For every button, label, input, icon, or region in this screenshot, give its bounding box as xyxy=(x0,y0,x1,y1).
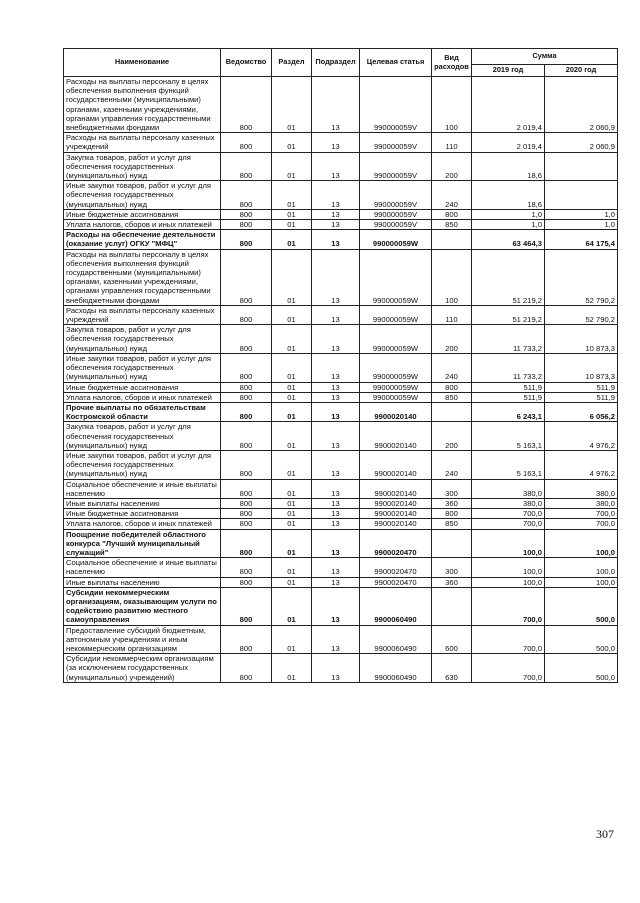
cell-sec: 01 xyxy=(272,133,312,152)
page-number: 307 xyxy=(596,827,614,841)
cell-y2020: 100,0 xyxy=(545,577,618,587)
cell-sub: 13 xyxy=(312,230,360,249)
cell-sub: 13 xyxy=(312,577,360,587)
cell-y2019: 5 163,1 xyxy=(472,450,545,479)
cell-dept: 800 xyxy=(221,654,272,683)
cell-y2019: 2 019,4 xyxy=(472,133,545,152)
table-row xyxy=(64,654,618,683)
cell-y2019: 11 733,2 xyxy=(472,325,545,354)
cell-sec: 01 xyxy=(272,220,312,230)
cell-y2020 xyxy=(545,181,618,210)
cell-name: Закупка товаров, работ и услуг для обеспечения государственных (муниципальных) нужд xyxy=(64,325,221,354)
cell-name: Субсидии некоммерческим организациям (за исключением государственных (муниципальных) учреждений) xyxy=(64,654,221,683)
cell-dept: 800 xyxy=(221,519,272,529)
cell-y2020: 52 790,2 xyxy=(545,305,618,324)
cell-sub: 13 xyxy=(312,422,360,451)
cell-dept: 800 xyxy=(221,529,272,558)
cell-name: Уплата налогов, сборов и иных платежей xyxy=(64,519,221,529)
cell-sub: 13 xyxy=(312,305,360,324)
cell-sub: 13 xyxy=(312,654,360,683)
cell-target: 990000059V xyxy=(360,209,432,219)
cell-dept: 800 xyxy=(221,209,272,219)
cell-type: 800 xyxy=(432,509,472,519)
table-row xyxy=(64,509,618,519)
cell-type: 800 xyxy=(432,382,472,392)
cell-name: Расходы на обеспечение деятельности (оказание услуг) ОГКУ "МФЦ" xyxy=(64,230,221,249)
cell-sub: 13 xyxy=(312,152,360,181)
table-row xyxy=(64,402,618,421)
cell-target: 990000059V xyxy=(360,77,432,133)
cell-dept: 800 xyxy=(221,325,272,354)
cell-y2019: 63 464,3 xyxy=(472,230,545,249)
table-row xyxy=(64,577,618,587)
cell-sec: 01 xyxy=(272,181,312,210)
cell-name: Прочие выплаты по обязательствам Костромской области xyxy=(64,402,221,421)
header-sum: Сумма xyxy=(472,49,618,65)
cell-y2019: 380,0 xyxy=(472,498,545,508)
header-2020: 2020 год xyxy=(545,65,618,77)
cell-y2020: 100,0 xyxy=(545,529,618,558)
table-body xyxy=(64,77,618,683)
cell-sub: 13 xyxy=(312,133,360,152)
cell-dept: 800 xyxy=(221,392,272,402)
cell-y2019: 511,9 xyxy=(472,392,545,402)
cell-target: 990000059V xyxy=(360,133,432,152)
cell-target: 990000059W xyxy=(360,325,432,354)
cell-sec: 01 xyxy=(272,558,312,577)
cell-name: Поощрение победителей областного конкурса "Лучший муниципальный служащий" xyxy=(64,529,221,558)
cell-target: 990000059V xyxy=(360,181,432,210)
cell-type: 850 xyxy=(432,392,472,402)
cell-y2019: 11 733,2 xyxy=(472,353,545,382)
cell-y2020: 500,0 xyxy=(545,625,618,654)
cell-target: 990000059W xyxy=(360,392,432,402)
cell-y2019: 5 163,1 xyxy=(472,422,545,451)
cell-sub: 13 xyxy=(312,402,360,421)
cell-sub: 13 xyxy=(312,498,360,508)
cell-dept: 800 xyxy=(221,558,272,577)
cell-sub: 13 xyxy=(312,249,360,305)
cell-sub: 13 xyxy=(312,209,360,219)
cell-dept: 800 xyxy=(221,382,272,392)
cell-sec: 01 xyxy=(272,77,312,133)
cell-target: 990000059V xyxy=(360,152,432,181)
cell-type: 300 xyxy=(432,479,472,498)
cell-sub: 13 xyxy=(312,587,360,625)
budget-table xyxy=(63,48,618,683)
cell-type: 360 xyxy=(432,577,472,587)
cell-y2020: 511,9 xyxy=(545,382,618,392)
cell-sec: 01 xyxy=(272,353,312,382)
cell-sub: 13 xyxy=(312,181,360,210)
table-row xyxy=(64,529,618,558)
cell-y2019: 2 019,4 xyxy=(472,77,545,133)
cell-type xyxy=(432,402,472,421)
cell-target: 9900020140 xyxy=(360,450,432,479)
table-row xyxy=(64,353,618,382)
cell-sec: 01 xyxy=(272,152,312,181)
cell-y2020: 64 175,4 xyxy=(545,230,618,249)
cell-y2019: 100,0 xyxy=(472,529,545,558)
table-row xyxy=(64,230,618,249)
cell-target: 9900060490 xyxy=(360,625,432,654)
cell-type: 240 xyxy=(432,353,472,382)
cell-sub: 13 xyxy=(312,558,360,577)
header-type: Вид расходов xyxy=(432,49,472,77)
cell-sec: 01 xyxy=(272,392,312,402)
cell-y2019: 100,0 xyxy=(472,577,545,587)
cell-sec: 01 xyxy=(272,422,312,451)
cell-name: Расходы на выплаты персоналу в целях обеспечения выполнения функций государственными (муниципальными) органами, казенными учреждениями, органами управления государственными внебюджетными фондами xyxy=(64,249,221,305)
cell-dept: 800 xyxy=(221,305,272,324)
cell-y2020: 380,0 xyxy=(545,479,618,498)
cell-name: Социальное обеспечение и иные выплаты населению xyxy=(64,479,221,498)
cell-y2019: 700,0 xyxy=(472,519,545,529)
cell-y2020: 4 976,2 xyxy=(545,450,618,479)
cell-type: 200 xyxy=(432,422,472,451)
table-row xyxy=(64,498,618,508)
cell-name: Закупка товаров, работ и услуг для обеспечения государственных (муниципальных) нужд xyxy=(64,422,221,451)
cell-type: 110 xyxy=(432,305,472,324)
cell-target: 9900020140 xyxy=(360,402,432,421)
cell-name: Уплата налогов, сборов и иных платежей xyxy=(64,220,221,230)
cell-target: 9900020470 xyxy=(360,577,432,587)
cell-type: 240 xyxy=(432,450,472,479)
cell-name: Иные бюджетные ассигнования xyxy=(64,209,221,219)
cell-y2020: 2 060,9 xyxy=(545,77,618,133)
cell-name: Иные бюджетные ассигнования xyxy=(64,509,221,519)
cell-sub: 13 xyxy=(312,77,360,133)
cell-sub: 13 xyxy=(312,450,360,479)
cell-target: 9900020140 xyxy=(360,479,432,498)
cell-dept: 800 xyxy=(221,450,272,479)
cell-y2019: 18,6 xyxy=(472,181,545,210)
cell-sub: 13 xyxy=(312,479,360,498)
cell-target: 9900020140 xyxy=(360,519,432,529)
cell-type: 360 xyxy=(432,498,472,508)
cell-y2020: 500,0 xyxy=(545,587,618,625)
header-2019: 2019 год xyxy=(472,65,545,77)
cell-name: Расходы на выплаты персоналу казенных учреждений xyxy=(64,305,221,324)
cell-sub: 13 xyxy=(312,529,360,558)
cell-sec: 01 xyxy=(272,587,312,625)
cell-y2019: 6 243,1 xyxy=(472,402,545,421)
cell-name: Иные закупки товаров, работ и услуг для обеспечения государственных (муниципальных) нужд xyxy=(64,181,221,210)
table-row xyxy=(64,220,618,230)
cell-y2020: 380,0 xyxy=(545,498,618,508)
cell-sec: 01 xyxy=(272,450,312,479)
cell-dept: 800 xyxy=(221,220,272,230)
table-row xyxy=(64,382,618,392)
cell-sec: 01 xyxy=(272,209,312,219)
cell-sec: 01 xyxy=(272,402,312,421)
cell-y2020: 10 873,3 xyxy=(545,325,618,354)
cell-y2019: 700,0 xyxy=(472,509,545,519)
cell-sec: 01 xyxy=(272,498,312,508)
cell-name: Расходы на выплаты персоналу казенных учреждений xyxy=(64,133,221,152)
cell-y2019: 1,0 xyxy=(472,220,545,230)
table-row xyxy=(64,181,618,210)
cell-name: Иные бюджетные ассигнования xyxy=(64,382,221,392)
cell-type: 300 xyxy=(432,558,472,577)
cell-sub: 13 xyxy=(312,392,360,402)
cell-y2019: 18,6 xyxy=(472,152,545,181)
cell-sec: 01 xyxy=(272,519,312,529)
cell-type: 850 xyxy=(432,519,472,529)
cell-type: 200 xyxy=(432,325,472,354)
table-row xyxy=(64,625,618,654)
cell-target: 9900020140 xyxy=(360,498,432,508)
table-row xyxy=(64,422,618,451)
cell-target: 990000059V xyxy=(360,220,432,230)
table-row xyxy=(64,77,618,133)
cell-sec: 01 xyxy=(272,382,312,392)
cell-y2019: 700,0 xyxy=(472,587,545,625)
cell-type: 100 xyxy=(432,249,472,305)
cell-dept: 800 xyxy=(221,249,272,305)
cell-type: 110 xyxy=(432,133,472,152)
cell-type xyxy=(432,230,472,249)
cell-dept: 800 xyxy=(221,353,272,382)
cell-sub: 13 xyxy=(312,625,360,654)
cell-dept: 800 xyxy=(221,152,272,181)
cell-type xyxy=(432,587,472,625)
cell-sec: 01 xyxy=(272,529,312,558)
table-row xyxy=(64,587,618,625)
cell-type: 240 xyxy=(432,181,472,210)
cell-name: Социальное обеспечение и иные выплаты населению xyxy=(64,558,221,577)
cell-sub: 13 xyxy=(312,509,360,519)
cell-y2020: 1,0 xyxy=(545,220,618,230)
cell-y2019: 100,0 xyxy=(472,558,545,577)
cell-y2020: 6 056,2 xyxy=(545,402,618,421)
cell-name: Иные выплаты населению xyxy=(64,577,221,587)
cell-y2020: 700,0 xyxy=(545,509,618,519)
cell-y2020: 700,0 xyxy=(545,519,618,529)
header-section: Раздел xyxy=(272,49,312,77)
cell-y2020: 100,0 xyxy=(545,558,618,577)
cell-y2020: 1,0 xyxy=(545,209,618,219)
cell-type: 800 xyxy=(432,209,472,219)
cell-target: 9900060490 xyxy=(360,654,432,683)
cell-target: 9900020140 xyxy=(360,509,432,519)
cell-y2020: 511,9 xyxy=(545,392,618,402)
cell-target: 9900020470 xyxy=(360,529,432,558)
header-dept: Ведомство xyxy=(221,49,272,77)
cell-name: Субсидии некоммерческим организациям, оказывающим услуги по содействию развитию местного самоуправления xyxy=(64,587,221,625)
cell-dept: 800 xyxy=(221,479,272,498)
cell-dept: 800 xyxy=(221,133,272,152)
cell-y2020: 52 790,2 xyxy=(545,249,618,305)
cell-name: Иные закупки товаров, работ и услуг для обеспечения государственных (муниципальных) нужд xyxy=(64,353,221,382)
cell-target: 990000059W xyxy=(360,249,432,305)
table-row xyxy=(64,519,618,529)
cell-dept: 800 xyxy=(221,181,272,210)
cell-sub: 13 xyxy=(312,353,360,382)
cell-sec: 01 xyxy=(272,479,312,498)
header-subsection: Подраздел xyxy=(312,49,360,77)
cell-type: 100 xyxy=(432,77,472,133)
cell-sub: 13 xyxy=(312,325,360,354)
cell-dept: 800 xyxy=(221,577,272,587)
cell-name: Предоставление субсидий бюджетным, автономным учреждениям и иным некоммерческим организациям xyxy=(64,625,221,654)
cell-sub: 13 xyxy=(312,220,360,230)
cell-type: 600 xyxy=(432,625,472,654)
table-row xyxy=(64,325,618,354)
cell-sec: 01 xyxy=(272,509,312,519)
cell-target: 990000059W xyxy=(360,305,432,324)
cell-y2019: 51 219,2 xyxy=(472,249,545,305)
cell-target: 9900020470 xyxy=(360,558,432,577)
cell-dept: 800 xyxy=(221,509,272,519)
cell-sec: 01 xyxy=(272,654,312,683)
cell-sec: 01 xyxy=(272,325,312,354)
cell-sub: 13 xyxy=(312,519,360,529)
cell-y2019: 700,0 xyxy=(472,654,545,683)
cell-type xyxy=(432,529,472,558)
cell-sec: 01 xyxy=(272,249,312,305)
table-row xyxy=(64,305,618,324)
cell-y2019: 1,0 xyxy=(472,209,545,219)
cell-dept: 800 xyxy=(221,402,272,421)
cell-y2019: 511,9 xyxy=(472,382,545,392)
cell-name: Уплата налогов, сборов и иных платежей xyxy=(64,392,221,402)
cell-target: 990000059W xyxy=(360,382,432,392)
cell-name: Иные выплаты населению xyxy=(64,498,221,508)
cell-target: 990000059W xyxy=(360,230,432,249)
cell-dept: 800 xyxy=(221,587,272,625)
table-row xyxy=(64,479,618,498)
cell-dept: 800 xyxy=(221,625,272,654)
cell-target: 990000059W xyxy=(360,353,432,382)
cell-sec: 01 xyxy=(272,625,312,654)
cell-y2020: 2 060,9 xyxy=(545,133,618,152)
cell-sec: 01 xyxy=(272,230,312,249)
cell-dept: 800 xyxy=(221,77,272,133)
table-row xyxy=(64,209,618,219)
table-row xyxy=(64,133,618,152)
cell-y2020: 4 976,2 xyxy=(545,422,618,451)
cell-sub: 13 xyxy=(312,382,360,392)
cell-y2020: 500,0 xyxy=(545,654,618,683)
table-row xyxy=(64,558,618,577)
cell-target: 9900060490 xyxy=(360,587,432,625)
cell-y2019: 700,0 xyxy=(472,625,545,654)
header-target: Целевая статья xyxy=(360,49,432,77)
cell-name: Расходы на выплаты персоналу в целях обеспечения выполнения функций государственными (муниципальными) органами, казенными учреждениями, органами управления государственными внебюджетными фондами xyxy=(64,77,221,133)
cell-dept: 800 xyxy=(221,230,272,249)
cell-y2019: 380,0 xyxy=(472,479,545,498)
cell-type: 850 xyxy=(432,220,472,230)
cell-sec: 01 xyxy=(272,577,312,587)
cell-dept: 800 xyxy=(221,498,272,508)
cell-type: 200 xyxy=(432,152,472,181)
table-row xyxy=(64,450,618,479)
table-row xyxy=(64,152,618,181)
cell-name: Иные закупки товаров, работ и услуг для обеспечения государственных (муниципальных) нужд xyxy=(64,450,221,479)
cell-y2019: 51 219,2 xyxy=(472,305,545,324)
cell-name: Закупка товаров, работ и услуг для обеспечения государственных (муниципальных) нужд xyxy=(64,152,221,181)
cell-y2020 xyxy=(545,152,618,181)
table-row xyxy=(64,249,618,305)
header-name: Наименование xyxy=(64,49,221,77)
cell-target: 9900020140 xyxy=(360,422,432,451)
cell-dept: 800 xyxy=(221,422,272,451)
table-row xyxy=(64,392,618,402)
cell-sec: 01 xyxy=(272,305,312,324)
cell-type: 630 xyxy=(432,654,472,683)
cell-y2020: 10 873,3 xyxy=(545,353,618,382)
